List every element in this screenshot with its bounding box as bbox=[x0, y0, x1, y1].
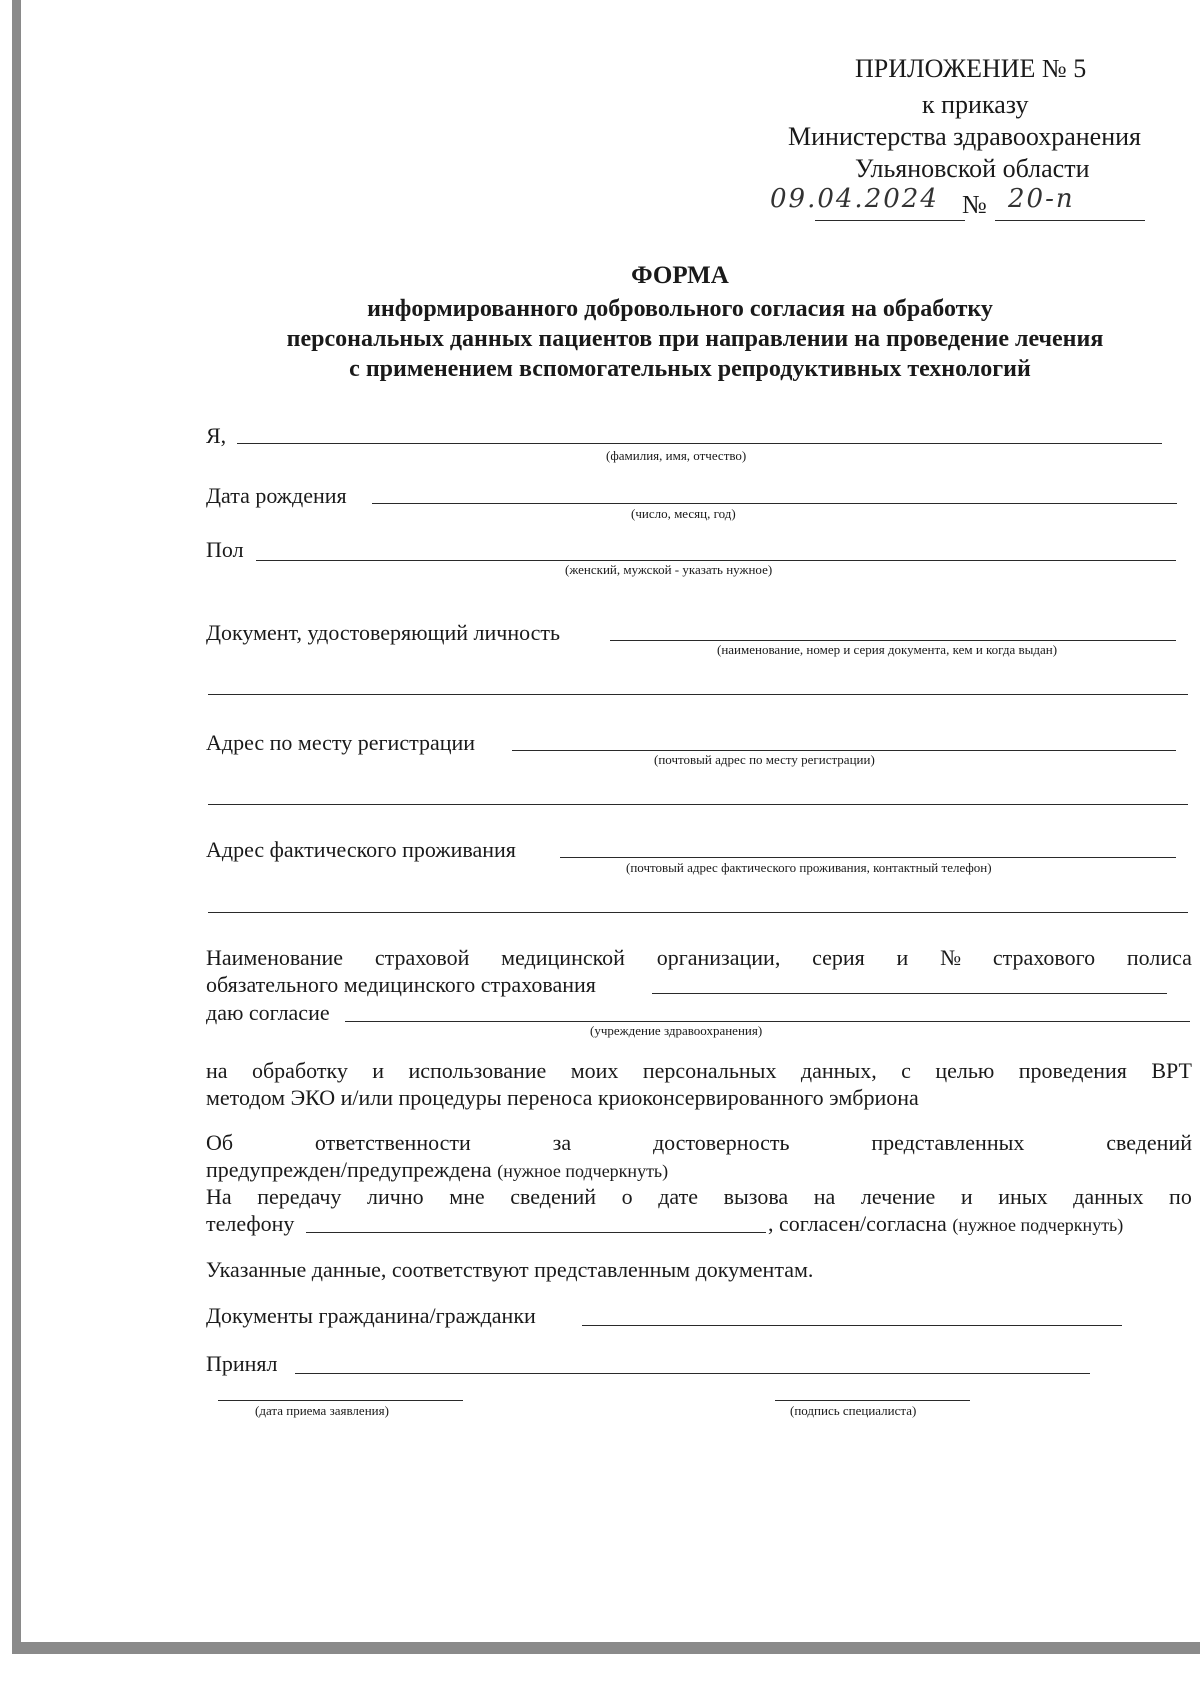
actual-address-input-line-2[interactable] bbox=[208, 912, 1188, 913]
form-title: ФОРМА bbox=[631, 262, 729, 289]
date-input-line[interactable] bbox=[218, 1400, 463, 1401]
phone-word: вызова bbox=[723, 1184, 789, 1209]
phone-word: На bbox=[206, 1184, 232, 1209]
scan-border-bottom bbox=[12, 1642, 1200, 1654]
fio-label: Я, bbox=[206, 423, 227, 448]
phone-note: (нужное подчеркнуть) bbox=[952, 1215, 1124, 1235]
purpose-word: целью bbox=[935, 1058, 995, 1083]
purpose-line-1 bbox=[206, 1058, 1192, 1084]
order-date-line bbox=[815, 220, 965, 221]
phone-word: лечение bbox=[860, 1184, 936, 1209]
insurance-input-line[interactable] bbox=[652, 993, 1167, 994]
birth-date-label: Дата рождения bbox=[206, 483, 347, 508]
accepted-input-line[interactable] bbox=[295, 1373, 1090, 1374]
form-subtitle-3: с применением вспомогательных репродуктивных технологий bbox=[349, 356, 1031, 382]
responsibility-word: достоверность bbox=[652, 1130, 790, 1155]
phone-word: лично bbox=[367, 1184, 424, 1209]
signature-input-line[interactable] bbox=[775, 1400, 970, 1401]
birth-date-input-line[interactable] bbox=[372, 503, 1177, 504]
responsibility-line-1 bbox=[206, 1130, 1192, 1156]
birth-date-hint: (число, месяц, год) bbox=[631, 506, 736, 521]
insurance-word: страхового bbox=[992, 945, 1096, 970]
phone-word: дате bbox=[658, 1184, 698, 1209]
purpose-word: и bbox=[372, 1058, 385, 1083]
insurance-word: страховой bbox=[374, 945, 470, 970]
phone-word: иных bbox=[998, 1184, 1048, 1209]
documents-input-line[interactable] bbox=[582, 1325, 1122, 1326]
responsibility-word: ответственности bbox=[314, 1130, 471, 1155]
insurance-label-line-2: обязательного медицинского страхования bbox=[206, 972, 596, 997]
form-subtitle-1: информированного добровольного согласия на обработку bbox=[367, 296, 993, 322]
insurance-word: № bbox=[940, 945, 962, 970]
order-label: к приказу bbox=[922, 90, 1029, 119]
phone-consent-choice[interactable]: , согласен/согласна bbox=[768, 1211, 947, 1236]
insurance-word: медицинской bbox=[501, 945, 625, 970]
responsibility-word: сведений bbox=[1106, 1130, 1192, 1155]
registration-address-label: Адрес по месту регистрации bbox=[206, 730, 476, 755]
phone-word: и bbox=[960, 1184, 973, 1209]
order-date-handwritten: 09.04.2024 bbox=[770, 184, 939, 214]
insurance-word: Наименование bbox=[206, 945, 344, 970]
order-number-line bbox=[995, 220, 1145, 221]
purpose-word: с bbox=[901, 1058, 911, 1083]
sex-input-line[interactable] bbox=[256, 560, 1176, 561]
responsibility-word: за bbox=[552, 1130, 572, 1155]
id-document-hint: (наименование, номер и серия документа, кем и когда выдан) bbox=[717, 642, 1058, 657]
insurance-word: полиса bbox=[1126, 945, 1192, 970]
form-subtitle-2: персональных данных пациентов при направлении на проведение лечения bbox=[286, 326, 1104, 352]
purpose-line-2: методом ЭКО и/или процедуры переноса криоконсервированного эмбриона bbox=[206, 1085, 919, 1110]
responsibility-word: представленных bbox=[871, 1130, 1025, 1155]
order-number-label: № bbox=[962, 190, 987, 219]
insurance-word: серия bbox=[812, 945, 865, 970]
consent-label: даю согласие bbox=[206, 1000, 330, 1025]
registration-address-input-line-2[interactable] bbox=[208, 804, 1188, 805]
confirmation-text: Указанные данные, соответствуют представленным документам. bbox=[206, 1257, 814, 1282]
purpose-word: моих bbox=[570, 1058, 619, 1083]
consent-hint: (учреждение здравоохранения) bbox=[590, 1023, 763, 1038]
signature-hint: (подпись специалиста) bbox=[790, 1403, 917, 1418]
actual-address-input-line[interactable] bbox=[560, 857, 1176, 858]
phone-word: передачу bbox=[257, 1184, 342, 1209]
phone-word: сведений bbox=[510, 1184, 597, 1209]
sex-label: Пол bbox=[206, 537, 244, 562]
phone-word: по bbox=[1169, 1184, 1192, 1209]
actual-address-hint: (почтовый адрес фактического проживания, контактный телефон) bbox=[626, 860, 992, 875]
phone-consent bbox=[768, 1211, 1123, 1237]
registration-address-hint: (почтовый адрес по месту регистрации) bbox=[654, 752, 875, 767]
purpose-word: использование bbox=[408, 1058, 547, 1083]
responsibility-line-2 bbox=[206, 1157, 668, 1183]
purpose-word: ВРТ bbox=[1151, 1058, 1192, 1083]
purpose-word: обработку bbox=[251, 1058, 348, 1083]
insurance-label-line-1 bbox=[206, 945, 1192, 971]
responsibility-choice[interactable]: предупрежден/предупреждена bbox=[206, 1157, 492, 1182]
documents-label: Документы гражданина/гражданки bbox=[206, 1303, 536, 1328]
accepted-label: Принял bbox=[206, 1351, 278, 1376]
sex-hint: (женский, мужской - указать нужное) bbox=[565, 562, 773, 577]
phone-word: мне bbox=[449, 1184, 485, 1209]
purpose-word: проведения bbox=[1018, 1058, 1127, 1083]
purpose-word: на bbox=[206, 1058, 228, 1083]
region-label: Ульяновской области bbox=[855, 154, 1090, 183]
fio-input-line[interactable] bbox=[237, 443, 1162, 444]
phone-label: телефону bbox=[206, 1211, 295, 1236]
phone-word: данных bbox=[1073, 1184, 1144, 1209]
id-document-label: Документ, удостоверяющий личность bbox=[206, 620, 561, 645]
fio-hint: (фамилия, имя, отчество) bbox=[606, 448, 747, 463]
insurance-word: и bbox=[896, 945, 909, 970]
actual-address-label: Адрес фактического проживания bbox=[206, 837, 516, 862]
responsibility-word: Об bbox=[206, 1130, 234, 1155]
phone-input-line[interactable] bbox=[306, 1232, 766, 1233]
phone-word: о bbox=[621, 1184, 633, 1209]
ministry-label: Министерства здравоохранения bbox=[788, 122, 1141, 151]
scan-border-left bbox=[12, 0, 21, 1650]
phone-word: на bbox=[813, 1184, 836, 1209]
phone-line-1 bbox=[206, 1184, 1192, 1210]
purpose-word: данных, bbox=[800, 1058, 877, 1083]
order-number-handwritten: 20-п bbox=[1008, 184, 1075, 214]
id-document-input-line-2[interactable] bbox=[208, 694, 1188, 695]
id-document-input-line[interactable] bbox=[610, 640, 1176, 641]
insurance-word: организации, bbox=[656, 945, 781, 970]
appendix-label: ПРИЛОЖЕНИЕ № 5 bbox=[855, 54, 1087, 83]
registration-address-input-line[interactable] bbox=[512, 750, 1176, 751]
purpose-word: персональных bbox=[642, 1058, 777, 1083]
date-hint: (дата приема заявления) bbox=[255, 1403, 389, 1418]
consent-input-line[interactable] bbox=[345, 1021, 1190, 1022]
responsibility-note: (нужное подчеркнуть) bbox=[497, 1161, 669, 1181]
